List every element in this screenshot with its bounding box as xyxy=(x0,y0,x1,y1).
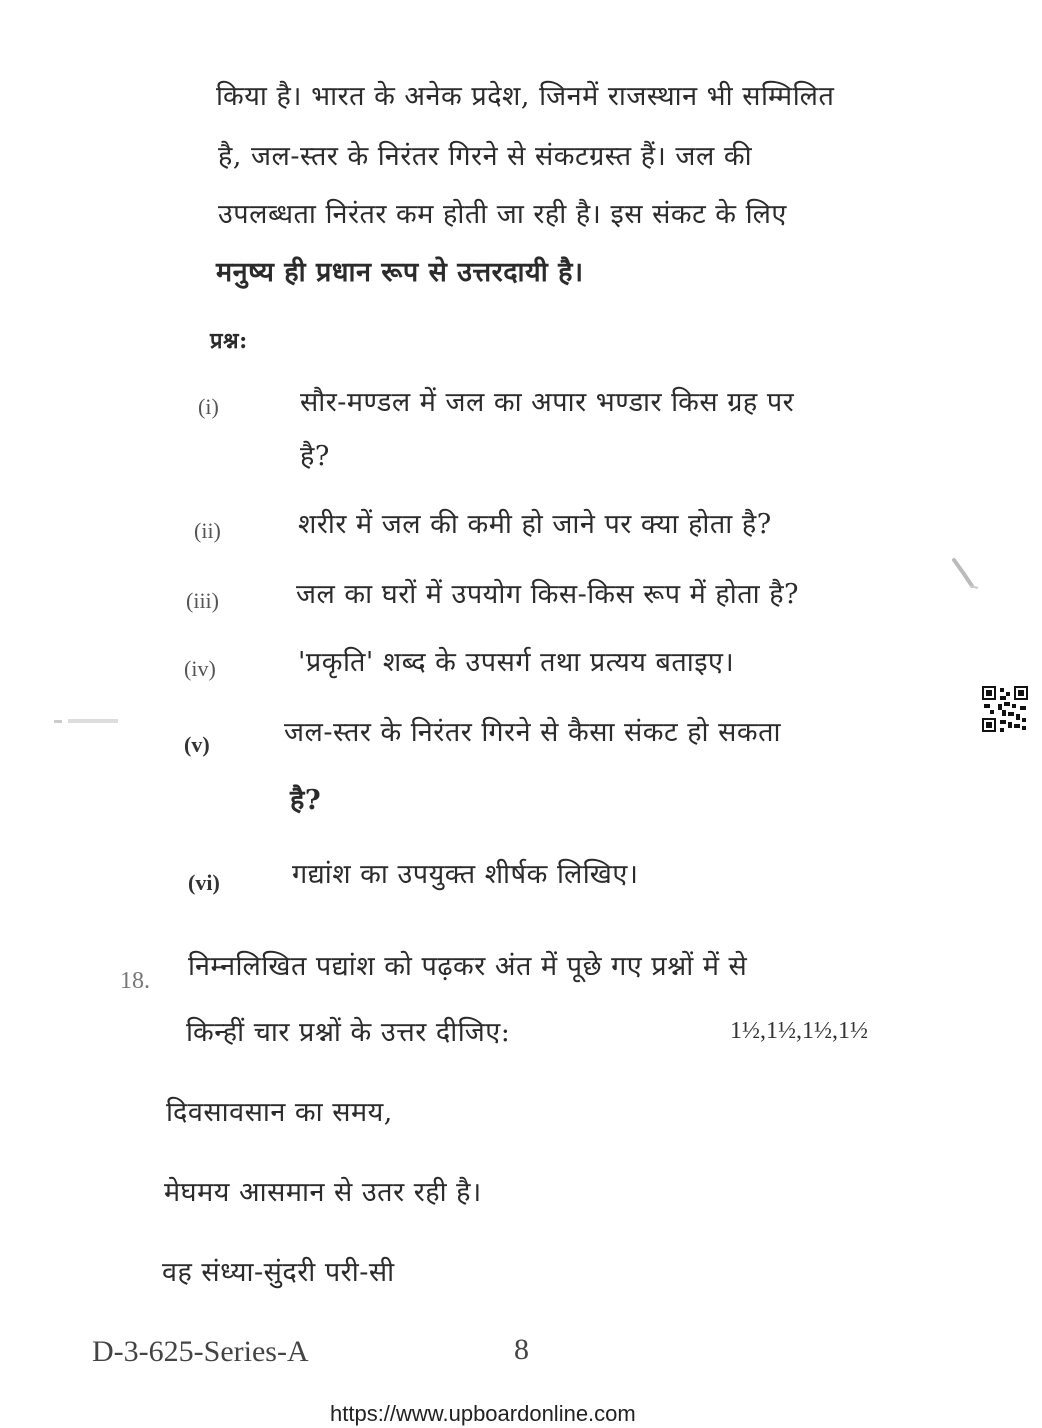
question-number-3: (iii) xyxy=(186,588,219,613)
question-6-line-1: गद्यांश का उपयुक्त शीर्षक लिखिए। xyxy=(292,859,639,890)
question-18-number: 18. xyxy=(120,968,150,994)
passage-line-2: है, जल-स्तर के निरंतर गिरने से संकटग्रस्त हैं। जल की xyxy=(218,141,753,172)
question-number-6: (vi) xyxy=(188,870,220,895)
question-18-line-2: किन्हीं चार प्रश्नों के उत्तर दीजिए: xyxy=(186,1017,511,1048)
poem-line-3: वह संध्या-सुंदरी परी-सी xyxy=(162,1257,395,1288)
question-18-line-1: निम्नलिखित पद्यांश को पढ़कर अंत में पूछे गए प्रश्नों में से xyxy=(188,951,748,982)
smudge-mark-icon xyxy=(950,556,980,596)
margin-smudge-icon xyxy=(54,716,124,728)
passage-line-3: उपलब्धता निरंतर कम होती जा रही है। इस संकट के लिए xyxy=(218,199,787,230)
qr-code-icon xyxy=(982,686,1028,732)
poem-line-1: दिवसावसान का समय, xyxy=(166,1097,393,1128)
question-5-line-2: है? xyxy=(290,785,322,816)
question-4-line-1: 'प्रकृति' शब्द के उपसर्ग तथा प्रत्यय बताइए। xyxy=(298,647,735,678)
page-number: 8 xyxy=(514,1333,529,1366)
question-2-line-1: शरीर में जल की कमी हो जाने पर क्या होता है? xyxy=(298,509,772,540)
poem-line-2: मेघमय आसमान से उतर रही है। xyxy=(164,1177,482,1208)
question-number-4: (iv) xyxy=(184,656,216,681)
passage-line-4: मनुष्य ही प्रधान रूप से उत्तरदायी है। xyxy=(216,257,584,288)
question-number-5: (v) xyxy=(184,732,210,757)
website-url: https://www.upboardonline.com xyxy=(330,1401,636,1426)
questions-heading: प्रश्न: xyxy=(210,328,248,354)
question-18-marks: 1½,1½,1½,1½ xyxy=(730,1018,868,1044)
question-3-line-1: जल का घरों में उपयोग किस-किस रूप में होता है? xyxy=(296,579,800,610)
question-number-1: (i) xyxy=(198,394,219,419)
passage-line-1: किया है। भारत के अनेक प्रदेश, जिनमें राजस्थान भी सम्मिलित xyxy=(216,81,835,112)
question-1-line-2: है? xyxy=(300,441,330,472)
question-number-2: (ii) xyxy=(194,518,221,543)
question-1-line-1: सौर-मण्डल में जल का अपार भण्डार किस ग्रह पर xyxy=(300,387,795,418)
paper-code: D-3-625-Series-A xyxy=(92,1335,309,1368)
question-5-line-1: जल-स्तर के निरंतर गिरने से कैसा संकट हो सकता xyxy=(284,717,782,748)
